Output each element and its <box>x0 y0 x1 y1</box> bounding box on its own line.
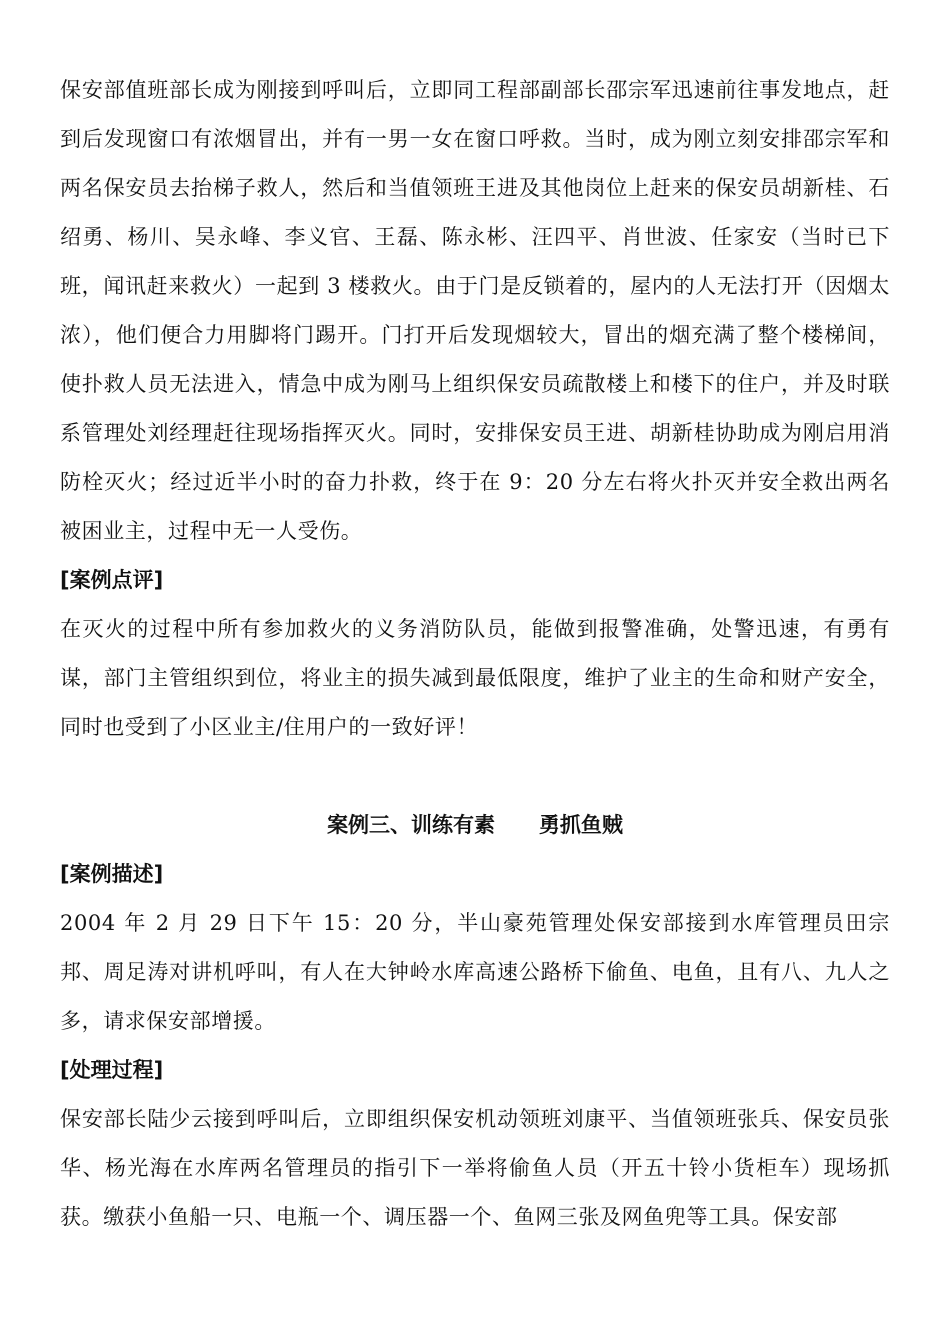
section-spacer <box>60 752 890 801</box>
paragraph-handling-process: 保安部长陆少云接到呼叫后，立即组织保安机动领班刘康平、当值领班张兵、保安员张华、杨光海在水库两名管理员的指引下一举将偷鱼人员（开五十铃小货柜车）现场抓获。缴获小鱼船一只、电瓶一个、调压器一个、鱼网三张及网鱼兜等工具。保安部 <box>60 1107 890 1229</box>
heading-handling-process: [处理过程] <box>60 1058 164 1082</box>
section-title-case-three: 案例三、训练有素 勇抓鱼贼 <box>327 813 623 837</box>
document-page <box>60 66 890 1242</box>
paragraph-case-description: 2004 年 2 月 29 日下午 15：20 分，半山豪苑管理处保安部接到水库管理员田宗邦、周足涛对讲机呼叫，有人在大钟岭水库高速公路桥下偷鱼、电鱼，且有八、九人之多，请求保安部增援。 <box>60 911 890 1033</box>
heading-case-review: [案例点评] <box>60 568 164 592</box>
paragraph-case-review: 在灭火的过程中所有参加救火的义务消防队员，能做到报警准确，处警迅速，有勇有谋，部门主管组织到位，将业主的损失减到最低限度，维护了业主的生命和财产安全，同时也受到了小区业主/住用户的一致好评！ <box>60 617 890 739</box>
heading-case-description: [案例描述] <box>60 862 164 886</box>
paragraph-fire-rescue-process: 保安部值班部长成为刚接到呼叫后，立即同工程部副部长邵宗军迅速前往事发地点，赶到后发现窗口有浓烟冒出，并有一男一女在窗口呼救。当时，成为刚立刻安排邵宗军和两名保安员去抬梯子救人，然后和当值领班王进及其他岗位上赶来的保安员胡新桂、石绍勇、杨川、吴永峰、李义官、王磊、陈永彬、汪四平、肖世波、任家安（当时已下班，闻讯赶来救火）一起到 3 楼救火。由于门是反锁着的，屋内的人无法打开（因烟太浓），他们便合力用脚将门踢开。门打开后发现烟较大，冒出的烟充满了整个楼梯间，使扑救人员无法进入，情急中成为刚马上组织保安员疏散楼上和楼下的住户，并及时联系管理处刘经理赶往现场指挥灭火。同时，安排保安员王进、胡新桂协助成为刚启用消防栓灭火；经过近半小时的奋力扑救，终于在 9：20 分左右将火扑灭并安全救出两名被困业主，过程中无一人受伤。 <box>60 78 890 543</box>
